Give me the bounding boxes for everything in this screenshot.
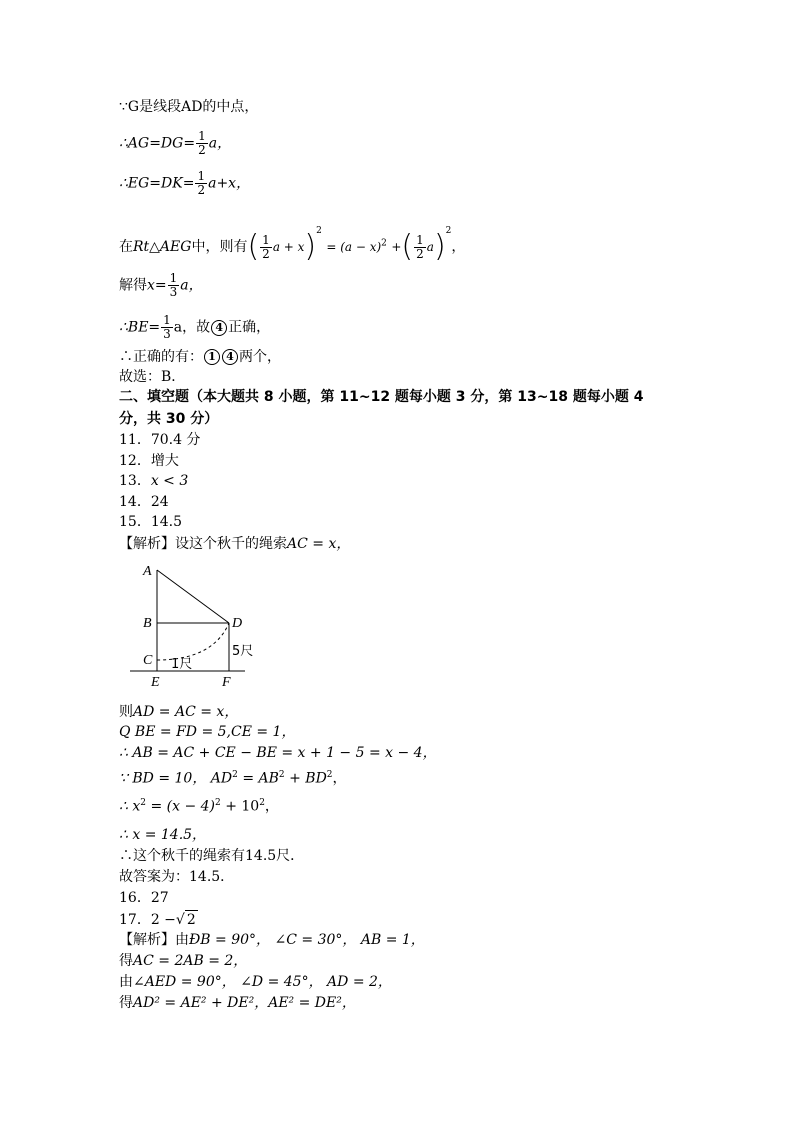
fraction	[195, 170, 207, 197]
fraction	[260, 234, 272, 261]
circled-number: 1	[204, 349, 220, 365]
numerator: 1	[163, 313, 171, 327]
numerator: 1	[169, 271, 178, 285]
answer-line	[119, 452, 179, 470]
text: ÐB = 90°，	[189, 932, 271, 948]
equation-line: 在Rt△AEG中，则有( $\frac{1}{2}$ $a + x)^2 = (a - x)^2$ +( $\frac{1}{2}$ a)$^2$，	[119, 226, 466, 264]
text-line	[119, 170, 250, 197]
text: = AB	[242, 770, 279, 787]
text: 由	[119, 974, 133, 990]
text: ∠C = 30°，	[274, 932, 357, 948]
text-line	[119, 826, 206, 844]
text: ∴正确的有：	[119, 349, 203, 365]
section-heading	[119, 410, 218, 428]
fraction	[168, 272, 180, 299]
text: 11．70.4 分	[119, 432, 201, 448]
paren: (	[401, 229, 414, 264]
numerator: 1	[198, 129, 206, 143]
text: 二、填空题（本大题共 8 小题，第 11~12 题每小题 3 分，第 13~18 题每小题 4	[119, 389, 644, 405]
text: 15．14.5	[119, 514, 182, 530]
text: a+x，	[208, 175, 251, 192]
label-d: D	[232, 616, 243, 631]
text: Q BE = FD = 5,CE = 1，	[119, 724, 296, 740]
text: ∴ AB = AC + CE − BE = x + 1 − 5 = x − 4，	[119, 745, 437, 761]
text: ∵G是线段AD的中点，	[119, 99, 259, 115]
text: 解得	[119, 277, 147, 294]
circled-number: 4	[211, 320, 227, 336]
text-line	[119, 535, 350, 553]
label-c: C	[143, 653, 153, 668]
label-b: B	[143, 616, 152, 631]
text: 14．24	[119, 494, 169, 510]
text-line	[119, 973, 392, 991]
text: ∴EG=DK=	[119, 175, 195, 192]
radicand: 2	[186, 912, 196, 928]
answer-line	[119, 431, 200, 449]
label-ce-length: 1尺	[171, 657, 193, 672]
answer-line	[119, 472, 188, 490]
denominator: 2	[198, 143, 206, 157]
paren: )	[304, 229, 317, 264]
swing-arc	[157, 623, 229, 660]
label-a: A	[143, 564, 152, 579]
text-line	[119, 703, 238, 721]
text: ∵ BD = 10，	[119, 770, 207, 787]
text: a，故	[173, 319, 211, 336]
text: ∴ x	[119, 798, 141, 815]
text-line	[119, 847, 304, 865]
label-fd-length: 5尺	[232, 644, 254, 659]
text: 【解析】设这个秋千的绳索	[119, 536, 287, 552]
denominator: 2	[262, 246, 270, 261]
fraction	[161, 314, 173, 341]
denominator: 2	[197, 183, 206, 197]
text: a	[426, 240, 434, 254]
paren: )	[433, 229, 446, 264]
text: x < 3	[150, 473, 189, 489]
text: = (x − 4)	[150, 798, 215, 815]
answer-line	[119, 889, 169, 907]
text: 在	[119, 239, 133, 255]
text: a，	[180, 277, 203, 294]
text-line	[119, 348, 281, 366]
text-line	[119, 98, 258, 116]
answer-line	[119, 493, 169, 511]
fraction	[196, 130, 208, 157]
text-line	[119, 723, 295, 741]
circled-number: 4	[222, 349, 238, 365]
text: ∠D = 45°，	[240, 974, 323, 990]
text: AD² = AE² + DE²，AE² = DE²，	[133, 995, 356, 1011]
segment-ad	[157, 570, 229, 623]
text: +	[391, 240, 402, 254]
text: 16．27	[119, 890, 169, 906]
text: ，	[332, 770, 347, 787]
text: AC = 2AB = 2，	[133, 953, 248, 969]
text: 两个，	[239, 349, 281, 365]
text: ∴ x = 14.5，	[119, 827, 207, 843]
denominator: 3	[169, 285, 178, 299]
denominator: 3	[163, 327, 171, 341]
paren: (	[247, 229, 260, 264]
text-line	[119, 130, 231, 157]
text-line: ∵ BD = 10， $AD^2 = AB^2 + BD^2$，	[119, 770, 347, 787]
numerator: 1	[416, 232, 424, 247]
text: ∠AED = 90°，	[133, 974, 236, 990]
text: AC = x，	[287, 536, 351, 552]
answer-line	[119, 910, 198, 929]
text: 得	[119, 953, 133, 969]
text-line	[119, 314, 270, 341]
fraction	[414, 234, 426, 261]
text: + BD	[289, 770, 327, 787]
label-f: F	[222, 675, 231, 690]
text: (a − x)	[340, 240, 382, 254]
swing-figure	[115, 558, 275, 693]
text: 【解析】由	[119, 932, 189, 948]
text-line	[119, 868, 234, 886]
sqrt-sign: √	[175, 912, 185, 928]
text-line	[119, 368, 185, 386]
label-e: E	[151, 675, 160, 690]
text-line	[119, 952, 247, 970]
text: 13．	[119, 473, 151, 489]
text: x=	[147, 277, 167, 294]
text-line	[119, 272, 203, 299]
text: 12．增大	[119, 453, 179, 469]
text-line	[119, 744, 437, 762]
text-line	[119, 931, 425, 949]
text: 得	[119, 995, 133, 1011]
text: 则	[119, 704, 133, 720]
numerator: 1	[262, 232, 270, 247]
text: AD = AC = x，	[133, 704, 239, 720]
answer-line	[119, 513, 182, 531]
text-line: ∴ $x^2 = (x - 4)^2 + 10^2$，	[119, 798, 279, 815]
text: + 10	[225, 798, 260, 815]
text: 正确，	[228, 319, 271, 336]
text: AB = 1，	[360, 932, 425, 948]
text: ∴BE=	[119, 319, 161, 336]
text: AD = 2，	[327, 974, 392, 990]
text: ∴这个秋千的绳索有14.5尺．	[119, 848, 305, 864]
numerator: 1	[197, 169, 206, 183]
text: 2 −	[150, 912, 176, 928]
text: ，	[264, 798, 279, 815]
text: AD	[210, 770, 233, 787]
section-heading	[119, 388, 643, 406]
text: =	[326, 240, 341, 254]
text: 分，共 30 分）	[119, 411, 219, 427]
denominator: 2	[416, 246, 424, 261]
text: 中，则有	[191, 239, 248, 255]
text: a，	[208, 135, 232, 152]
text-line	[119, 994, 356, 1012]
text: ，	[451, 239, 466, 255]
text: 故答案为：14.5．	[119, 869, 235, 885]
text: 17．	[119, 912, 151, 928]
text: 故选：B．	[119, 369, 186, 385]
text: a + x	[272, 240, 305, 254]
text: ∴AG=DG=	[119, 135, 196, 152]
text: Rt△AEG	[133, 239, 192, 255]
